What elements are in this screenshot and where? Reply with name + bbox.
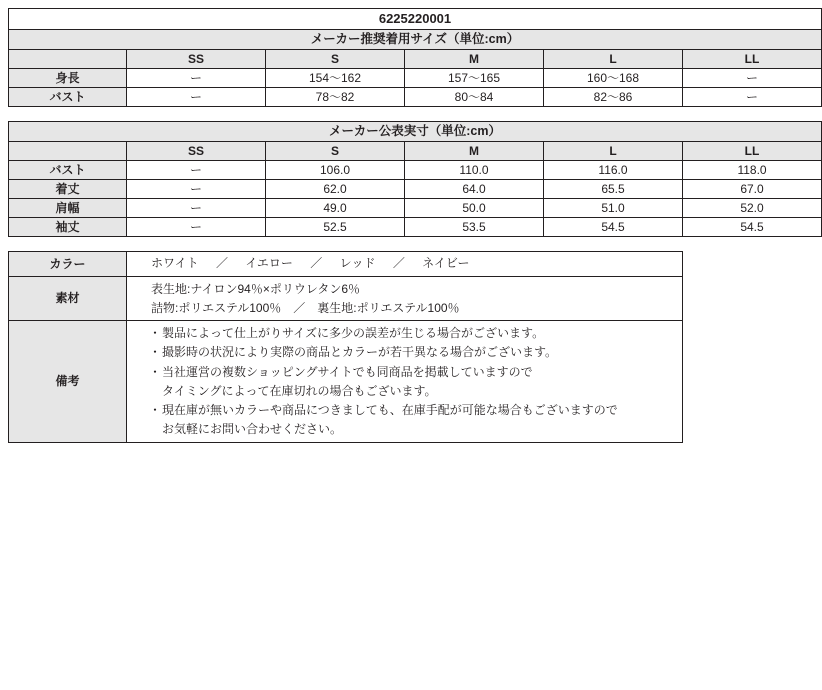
material-content: [127, 277, 683, 321]
col-head-ss: SS: [127, 50, 266, 69]
note-text: 当社運営の複数ショッピングサイトでも同商品を掲載していますので: [162, 364, 533, 379]
list-item: ・ 製品によって仕上がりサイズに多少の誤差が生じる場合がございます。: [151, 324, 682, 343]
row-label-bust: バスト: [9, 161, 127, 180]
cell-bust-ll: ー: [683, 88, 822, 107]
product-info-table: [8, 251, 683, 443]
col-head-s: S: [266, 142, 405, 161]
row-label-length: 着丈: [9, 180, 127, 199]
recommended-size-title: メーカー推奨着用サイズ（単位:cm）: [9, 30, 822, 50]
col-head-m: M: [405, 142, 544, 161]
col-head-s: S: [266, 50, 405, 69]
table-row: [9, 69, 822, 88]
cell-bust-l: 116.0: [544, 161, 683, 180]
color-separator: ／: [392, 256, 405, 271]
cell-height-m: 157〜165: [405, 69, 544, 88]
row-label-height: 身長: [9, 69, 127, 88]
notes-list: [151, 324, 682, 439]
cell-bust-s: 78〜82: [266, 88, 405, 107]
table-row: [9, 161, 822, 180]
col-head-l: L: [544, 50, 683, 69]
cell-bust-ss: ー: [127, 161, 266, 180]
table-row: [9, 180, 822, 199]
color-option-yellow: イエロー: [245, 256, 293, 271]
row-label-sleeve: 袖丈: [9, 218, 127, 237]
note-text-continued: お気軽にお問い合わせください。: [162, 422, 343, 437]
cell-shoulder-s: 49.0: [266, 199, 405, 218]
cell-sleeve-l: 54.5: [544, 218, 683, 237]
col-head-l: L: [544, 142, 683, 161]
note-text-continued: タイミングによって在庫切れの場合もございます。: [162, 383, 437, 398]
cell-height-ll: ー: [683, 69, 822, 88]
cell-length-l: 65.5: [544, 180, 683, 199]
cell-shoulder-m: 50.0: [405, 199, 544, 218]
list-item: ・ 撮影時の状況により実際の商品とカラーが若干異なる場合がございます。: [151, 343, 682, 362]
cell-length-ll: 67.0: [683, 180, 822, 199]
material-line-2: 詰物:ポリエステル100％ ／ 裏生地:ポリエステル100％: [151, 300, 460, 315]
row-label-shoulder: 肩幅: [9, 199, 127, 218]
table-spacer-1: [8, 107, 682, 121]
cell-length-s: 62.0: [266, 180, 405, 199]
actual-size-title-row: [9, 122, 822, 142]
cell-sleeve-m: 53.5: [405, 218, 544, 237]
notes-row: [9, 321, 683, 443]
table-spacer-2: [8, 237, 682, 251]
cell-bust-s: 106.0: [266, 161, 405, 180]
actual-size-title: メーカー公表実寸（単位:cm）: [9, 122, 822, 142]
cell-bust-m: 110.0: [405, 161, 544, 180]
cell-bust-ll: 118.0: [683, 161, 822, 180]
actual-size-table: [8, 121, 822, 237]
cell-shoulder-ll: 52.0: [683, 199, 822, 218]
list-item: [151, 401, 682, 439]
cell-bust-l: 82〜86: [544, 88, 683, 107]
cell-sleeve-ss: ー: [127, 218, 266, 237]
recommended-size-title-row: [9, 30, 822, 50]
color-separator: ／: [215, 256, 228, 271]
color-row: [9, 252, 683, 277]
material-line-1: 表生地:ナイロン94％×ポリウレタン6％: [151, 282, 361, 296]
cell-height-s: 154〜162: [266, 69, 405, 88]
col-head-ll: LL: [683, 142, 822, 161]
table-row: [9, 199, 822, 218]
cell-bust-m: 80〜84: [405, 88, 544, 107]
cell-shoulder-l: 51.0: [544, 199, 683, 218]
cell-sleeve-s: 52.5: [266, 218, 405, 237]
product-code: 6225220001: [9, 9, 822, 30]
note-text: 現在庫が無いカラーや商品につきましても、在庫手配が可能な場合もございますので: [162, 402, 618, 417]
row-label-color: カラー: [9, 252, 127, 277]
col-head-m: M: [405, 50, 544, 69]
color-option-red: レッド: [339, 256, 376, 271]
recommended-size-header-row: [9, 50, 822, 69]
table-row: [9, 88, 822, 107]
col-head-blank: [9, 142, 127, 161]
row-label-bust: バスト: [9, 88, 127, 107]
cell-height-ss: ー: [127, 69, 266, 88]
notes-content: [127, 321, 683, 443]
product-code-row: [9, 9, 822, 30]
table-row: [9, 218, 822, 237]
cell-shoulder-ss: ー: [127, 199, 266, 218]
color-separator: ／: [310, 256, 323, 271]
cell-length-ss: ー: [127, 180, 266, 199]
actual-size-header-row: [9, 142, 822, 161]
col-head-ll: LL: [683, 50, 822, 69]
row-label-notes: 備考: [9, 321, 127, 443]
color-option-white: ホワイト: [151, 256, 199, 271]
color-options: [127, 252, 683, 277]
col-head-ss: SS: [127, 142, 266, 161]
cell-height-l: 160〜168: [544, 69, 683, 88]
cell-length-m: 64.0: [405, 180, 544, 199]
col-head-blank: [9, 50, 127, 69]
cell-sleeve-ll: 54.5: [683, 218, 822, 237]
material-row: [9, 277, 683, 321]
cell-bust-ss: ー: [127, 88, 266, 107]
recommended-size-table: [8, 8, 822, 107]
list-item: [151, 363, 682, 401]
color-option-navy: ネイビー: [422, 256, 470, 271]
row-label-material: 素材: [9, 277, 127, 321]
